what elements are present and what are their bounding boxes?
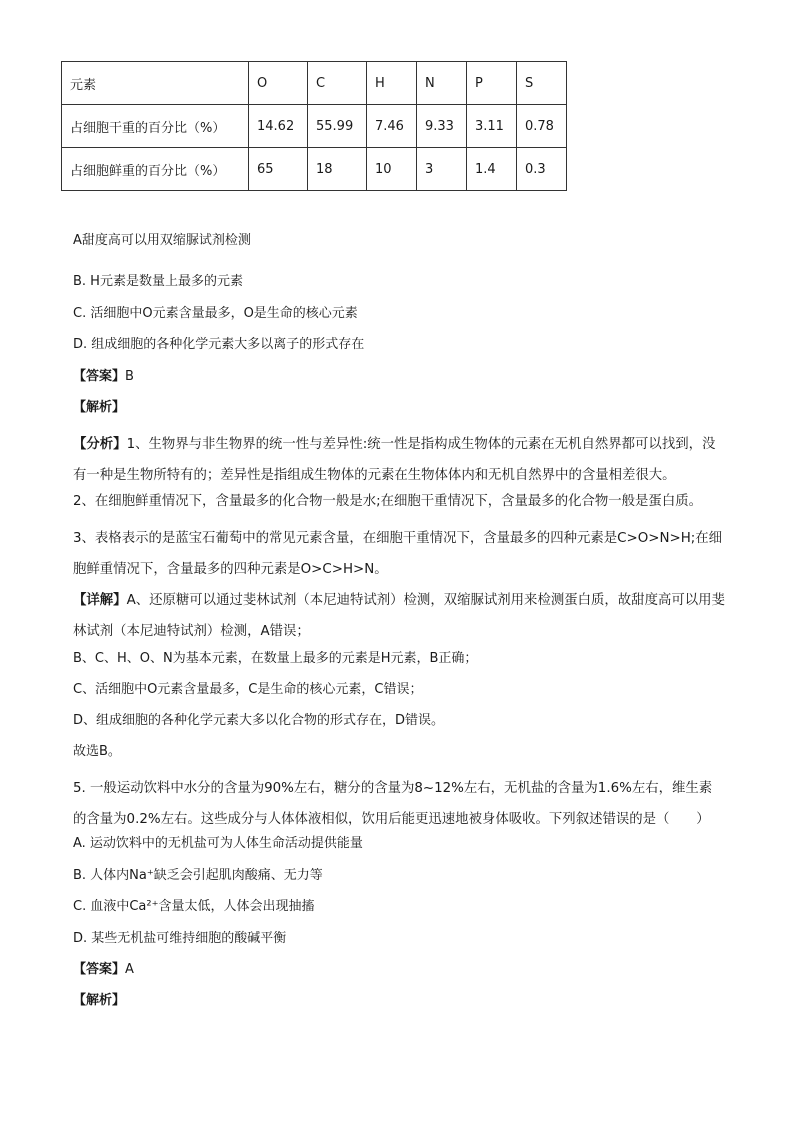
q5-option-a: A. 运动饮料中的无机盐可为人体生命活动提供能量	[73, 836, 363, 851]
q4-option-d: D. 组成细胞的各种化学元素大多以离子的形式存在	[73, 337, 365, 352]
q5-option-d: D. 某些无机盐可维持细胞的酸碱平衡	[73, 931, 287, 946]
table-cell: 7.46	[367, 105, 417, 148]
table-header-cell: 元素	[62, 62, 249, 105]
table-cell: 65	[249, 148, 308, 191]
q4-fenxi-3: 3、表格表示的是蓝宝石葡萄中的常见元素含量，在细胞干重情况下，含量最多的四种元素是C>O>N>H;在细胞鲜重情况下，含量最多的四种元素是O>C>H>N。	[73, 531, 723, 577]
xiangjie-a-text: A、还原糖可以通过斐林试剂（本尼迪特试剂）检测，双缩脲试剂用来检测蛋白质，故甜度高可以用斐林试剂（本尼迪特试剂）检测，A错误；	[73, 593, 725, 639]
q4-conclusion: 故选B。	[73, 744, 121, 759]
q4-xiangjie-d: D、组成细胞的各种化学元素大多以化合物的形式存在，D错误。	[73, 713, 445, 728]
q5-option-b: B. 人体内Na⁺缺乏会引起肌肉酸痛、无力等	[73, 868, 323, 883]
element-content-table	[61, 61, 567, 191]
answer-label: 【答案】	[73, 962, 126, 977]
table-header-cell: C	[308, 62, 367, 105]
table-cell: 占细胞干重的百分比（%）	[62, 105, 249, 148]
answer-value: B	[125, 369, 134, 384]
answer-value: A	[125, 962, 134, 977]
q5-stem: 5. 一般运动饮料中水分的含量为90%左右，糖分的含量为8~12%左右，无机盐的含量为1.6%左右，维生素的含量为0.2%左右。这些成分与人体体液相似，饮用后能更迅速地被身体吸收。下列叙述错误的是（ ）	[73, 781, 713, 827]
q4-answer	[73, 367, 134, 387]
table-cell: 18	[308, 148, 367, 191]
table-cell: 55.99	[308, 105, 367, 148]
table-cell: 14.62	[249, 105, 308, 148]
q5-answer	[73, 960, 134, 980]
q4-xiangjie-a	[73, 585, 725, 647]
q4-option-a: A甜度高可以用双缩脲试剂检测	[73, 233, 251, 248]
fenxi-1-text: 1、生物界与非生物界的统一性与差异性:统一性是指构成生物体的元素在无机自然界都可以找到，没有一种是生物所特有的；差异性是指组成生物体的元素在生物体体内和无机自然界中的含量相差很大。	[73, 437, 716, 483]
table-header-cell: S	[517, 62, 567, 105]
fenxi-label: 【分析】	[73, 437, 127, 452]
table-header-cell: H	[367, 62, 417, 105]
table-cell: 0.3	[517, 148, 567, 191]
q4-option-b: B. H元素是数量上最多的元素	[73, 274, 243, 289]
q4-analysis-label: 【解析】	[73, 400, 126, 415]
answer-label: 【答案】	[73, 369, 126, 384]
table-row	[62, 105, 567, 148]
table-header-cell: P	[467, 62, 517, 105]
table-cell: 0.78	[517, 105, 567, 148]
q4-fenxi-2: 2、在细胞鲜重情况下，含量最多的化合物一般是水;在细胞干重情况下，含量最多的化合物一般是蛋白质。	[73, 494, 702, 509]
table-row	[62, 148, 567, 191]
table-cell: 占细胞鲜重的百分比（%）	[62, 148, 249, 191]
table-cell: 3	[417, 148, 467, 191]
table-cell: 9.33	[417, 105, 467, 148]
table-cell: 10	[367, 148, 417, 191]
q4-fenxi-1	[73, 429, 725, 491]
q5-option-c: C. 血液中Ca²⁺含量太低，人体会出现抽搐	[73, 899, 315, 914]
table-cell: 1.4	[467, 148, 517, 191]
q4-xiangjie-b: B、C、H、O、N为基本元素，在数量上最多的元素是H元素，B正确；	[73, 651, 478, 666]
table-row	[62, 62, 567, 105]
table-cell: 3.11	[467, 105, 517, 148]
table-header-cell: N	[417, 62, 467, 105]
q4-xiangjie-c: C、活细胞中O元素含量最多，C是生命的核心元素，C错误；	[73, 682, 423, 697]
q5-analysis-label: 【解析】	[73, 993, 126, 1008]
q4-option-c: C. 活细胞中O元素含量最多，O是生命的核心元素	[73, 306, 358, 321]
xiangjie-label: 【详解】	[73, 593, 127, 608]
table-header-cell: O	[249, 62, 308, 105]
